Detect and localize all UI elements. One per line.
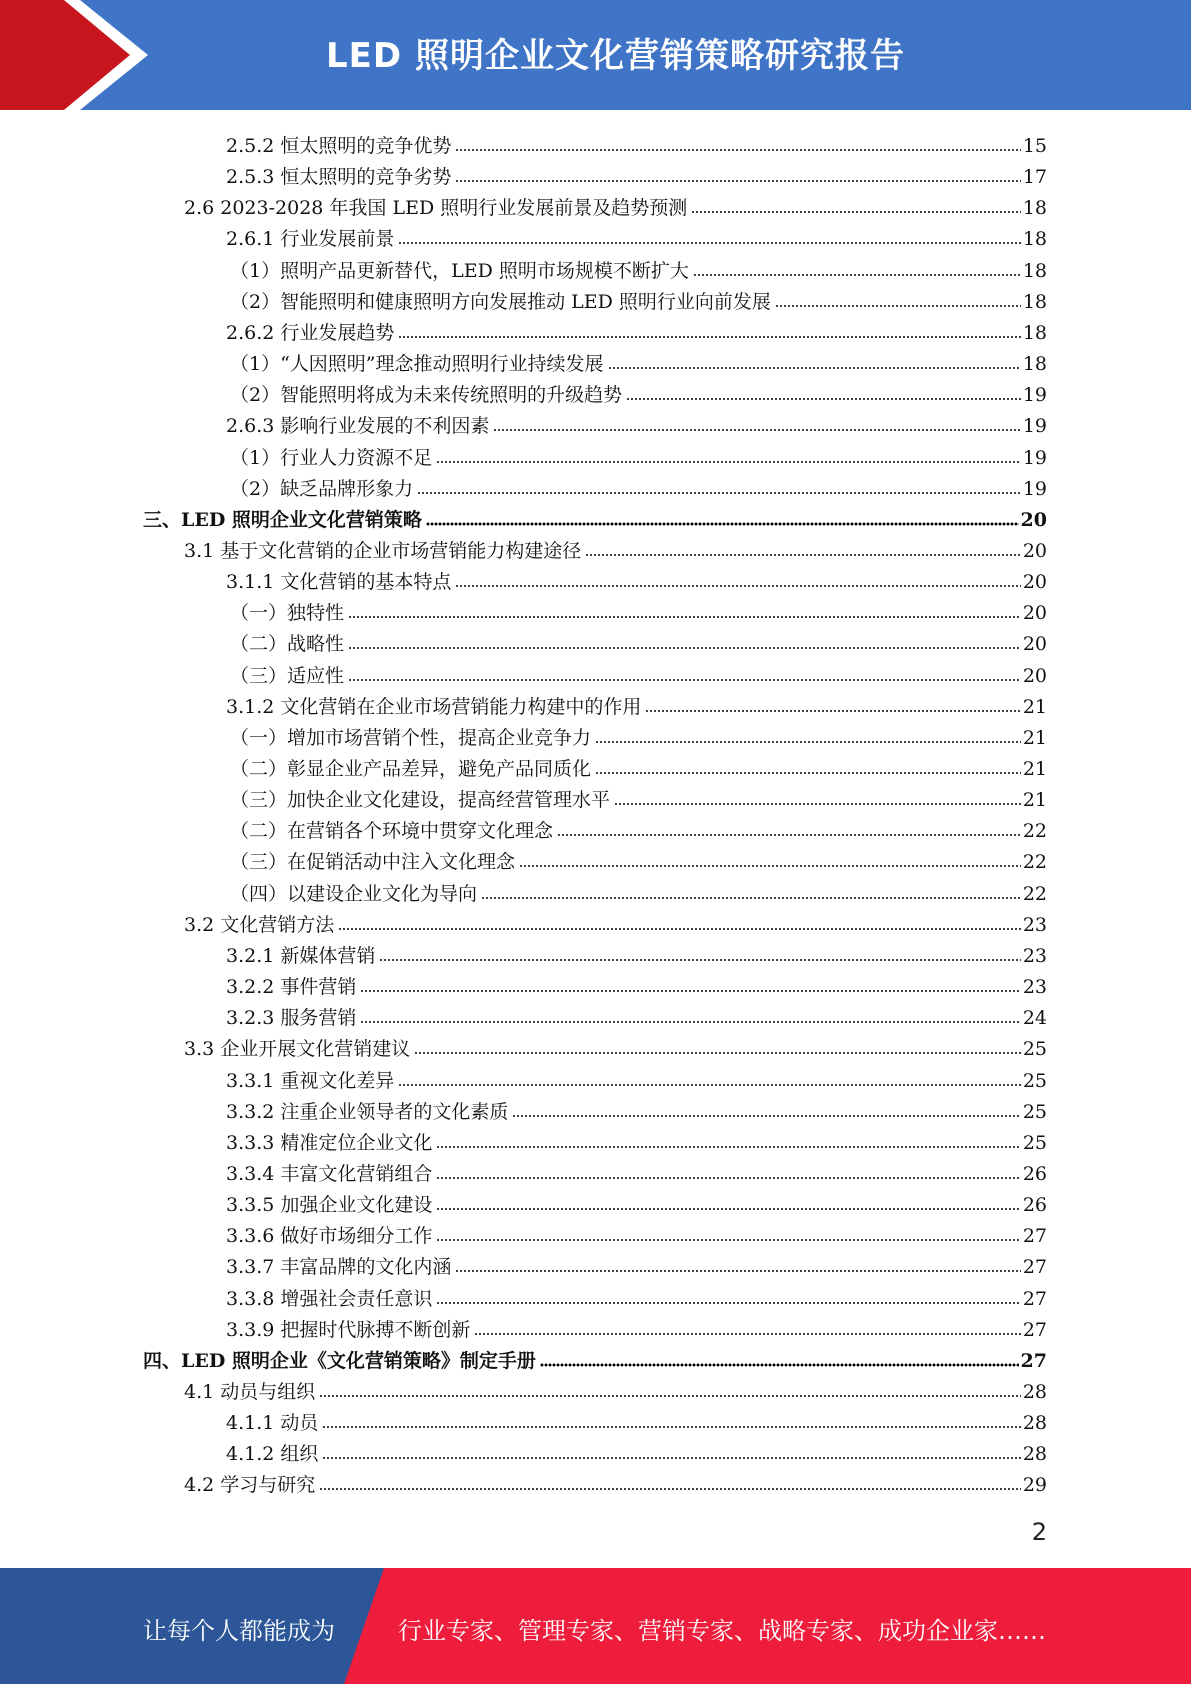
toc-dot-leader	[512, 1113, 1020, 1119]
toc-entry-label: 2.5.3 恒太照明的竞争劣势	[226, 166, 452, 189]
toc-dot-leader	[319, 1393, 1021, 1399]
toc-entry-label: 4.2 学习与研究	[184, 1474, 316, 1497]
toc-entry-label: 3.3.5 加强企业文化建设	[226, 1194, 433, 1217]
toc-entry[interactable]	[143, 1342, 1047, 1373]
toc-dot-leader	[360, 1019, 1020, 1025]
toc-entry-label: 2.6.3 影响行业发展的不利因素	[226, 415, 490, 438]
toc-entry-page: 18	[1022, 259, 1047, 282]
toc-entry[interactable]	[230, 470, 1047, 501]
toc-entry-label: 4.1.1 动员	[226, 1412, 319, 1435]
toc-entry-page: 20	[1022, 633, 1047, 656]
toc-entry-page: 22	[1022, 882, 1047, 905]
toc-entry-label: （一）独特性	[230, 602, 345, 625]
toc-entry-page: 18	[1022, 197, 1047, 220]
toc-entry-label: 2.6 2023-2028 年我国 LED 照明行业发展前景及趋势预测	[184, 197, 688, 220]
toc-entry-label: 3.1 基于文化营销的企业市场营销能力构建途径	[184, 539, 582, 562]
toc-entry-page: 20	[1020, 508, 1047, 531]
toc-entry-label: （1）“人因照明”理念推动照明行业持续发展	[230, 353, 604, 376]
toc-entry[interactable]	[184, 189, 1047, 220]
toc-dot-leader	[626, 396, 1021, 402]
toc-entry-page: 26	[1022, 1162, 1047, 1185]
toc-entry-page: 29	[1022, 1474, 1047, 1497]
toc-entry-label: （2）智能照明和健康照明方向发展推动 LED 照明行业向前发展	[230, 290, 771, 313]
toc-entry[interactable]	[226, 999, 1047, 1030]
toc-entry-page: 21	[1022, 726, 1047, 749]
toc-entry[interactable]	[230, 719, 1047, 750]
footer-slogan-right: 行业专家、管理专家、营销专家、战略专家、成功企业家……	[398, 1617, 1046, 1645]
toc-entry-label: （1）行业人力资源不足	[230, 446, 433, 469]
toc-entry-page: 28	[1022, 1443, 1047, 1466]
toc-dot-leader	[398, 1082, 1020, 1088]
toc-entry-page: 25	[1022, 1069, 1047, 1092]
toc-dot-leader	[645, 708, 1020, 714]
toc-dot-leader	[322, 1455, 1020, 1461]
toc-entry[interactable]	[226, 407, 1047, 438]
toc-dot-leader	[414, 1050, 1021, 1056]
toc-dot-leader	[348, 677, 1021, 683]
toc-entry[interactable]	[230, 594, 1047, 625]
toc-entry-label: 3.3.8 增强社会责任意识	[226, 1287, 433, 1310]
toc-entry-page: 27	[1022, 1256, 1047, 1279]
toc-entry-label: （一）增加市场营销个性，提高企业竞争力	[230, 726, 592, 749]
toc-dot-leader	[481, 895, 1021, 901]
toc-entry-page: 21	[1022, 789, 1047, 812]
toc-dot-leader	[398, 240, 1020, 246]
toc-entry-page: 23	[1022, 913, 1047, 936]
toc-entry[interactable]	[230, 781, 1047, 812]
toc-entry-page: 19	[1022, 446, 1047, 469]
toc-entry[interactable]	[184, 1030, 1047, 1061]
toc-entry[interactable]	[230, 812, 1047, 843]
page-header	[0, 0, 1191, 110]
toc-dot-leader	[691, 209, 1021, 215]
toc-dot-leader	[775, 303, 1021, 309]
toc-entry-page: 21	[1022, 758, 1047, 780]
toc-entry[interactable]	[226, 563, 1047, 594]
toc-entry-page: 23	[1022, 976, 1047, 999]
toc-dot-leader	[417, 490, 1021, 496]
toc-entry-label: 三、LED 照明企业文化营销策略	[143, 508, 422, 531]
toc-entry-label: （二）在营销各个环境中贯穿文化理念	[230, 820, 554, 843]
toc-dot-leader	[614, 801, 1021, 807]
toc-entry-label: 2.5.2 恒太照明的竞争优势	[226, 135, 452, 157]
toc-dot-leader	[455, 147, 1020, 153]
toc-entry-page: 25	[1022, 1100, 1047, 1123]
toc-entry-label: 四、LED 照明企业《文化营销策略》制定手册	[143, 1349, 536, 1372]
toc-entry[interactable]	[230, 843, 1047, 874]
toc-dot-leader	[319, 1486, 1021, 1492]
toc-entry-page: 15	[1022, 135, 1047, 157]
toc-entry-label: 3.3.6 做好市场细分工作	[226, 1225, 433, 1248]
toc-dot-leader	[595, 770, 1021, 776]
toc-entry[interactable]	[230, 625, 1047, 656]
toc-entry-page: 27	[1022, 1287, 1047, 1310]
toc-dot-leader	[436, 1206, 1020, 1212]
toc-entry-label: （三）适应性	[230, 664, 345, 687]
toc-dot-leader	[348, 614, 1021, 620]
toc-dot-leader	[455, 178, 1020, 184]
toc-dot-leader	[338, 926, 1021, 932]
toc-entry-label: （三）在促销活动中注入文化理念	[230, 851, 516, 874]
toc-entry[interactable]	[226, 1404, 1047, 1435]
toc-dot-leader	[436, 1237, 1020, 1243]
toc-entry-page: 17	[1022, 166, 1047, 189]
toc-entry[interactable]	[226, 1124, 1047, 1155]
toc-entry-page: 25	[1022, 1038, 1047, 1061]
toc-entry-label: 3.3.3 精准定位企业文化	[226, 1131, 433, 1154]
toc-entry-page: 27	[1020, 1349, 1047, 1372]
toc-entry-label: 2.6.2 行业发展趋势	[226, 321, 395, 344]
toc-dot-leader	[348, 645, 1021, 651]
toc-entry-label: 3.2.3 服务营销	[226, 1007, 357, 1030]
toc-dot-leader	[455, 1268, 1020, 1274]
toc-entry-label: （2）缺乏品牌形象力	[230, 477, 414, 500]
toc-entry-page: 21	[1022, 695, 1047, 718]
toc-dot-leader	[398, 334, 1020, 340]
toc-entry[interactable]	[226, 158, 1047, 189]
toc-entry-page: 19	[1022, 384, 1047, 407]
toc-entry[interactable]	[226, 1248, 1047, 1279]
toc-entry[interactable]	[226, 314, 1047, 345]
toc-entry[interactable]	[226, 1155, 1047, 1186]
document-title: LED 照明企业文化营销策略研究报告	[326, 36, 905, 76]
toc-entry[interactable]	[184, 532, 1047, 563]
page-footer	[0, 1568, 1191, 1684]
toc-entry-label: 3.2.2 事件营销	[226, 976, 357, 999]
toc-dot-leader	[519, 863, 1021, 869]
toc-dot-leader	[436, 1300, 1020, 1306]
toc-entry-page: 27	[1022, 1225, 1047, 1248]
toc-dot-leader	[595, 739, 1021, 745]
toc-entry-label: 3.2.1 新媒体营销	[226, 944, 376, 967]
toc-entry-label: 2.6.1 行业发展前景	[226, 228, 395, 251]
toc-entry-label: （三）加快企业文化建设，提高经营管理水平	[230, 789, 611, 812]
toc-dot-leader	[493, 427, 1020, 433]
toc-entry-page: 22	[1022, 820, 1047, 843]
toc-entry-page: 18	[1022, 353, 1047, 376]
toc-entry[interactable]	[230, 345, 1047, 376]
toc-entry[interactable]	[230, 283, 1047, 314]
toc-entry[interactable]	[184, 906, 1047, 937]
toc-entry-page: 24	[1022, 1007, 1047, 1030]
toc-entry[interactable]	[226, 1217, 1047, 1248]
toc-entry-page: 20	[1022, 664, 1047, 687]
toc-entry-page: 25	[1022, 1131, 1047, 1154]
toc-entry-page: 20	[1022, 539, 1047, 562]
toc-entry[interactable]	[226, 1062, 1047, 1093]
toc-entry-page: 20	[1022, 571, 1047, 594]
toc-entry-page: 27	[1022, 1318, 1047, 1341]
toc-entry-page: 26	[1022, 1194, 1047, 1217]
toc-entry[interactable]	[184, 1373, 1047, 1404]
toc-dot-leader	[426, 521, 1019, 527]
toc-entry-label: （二）战略性	[230, 633, 345, 656]
toc-entry-page: 18	[1022, 228, 1047, 251]
toc-entry-label: 3.1.1 文化营销的基本特点	[226, 571, 452, 594]
toc-entry[interactable]	[143, 501, 1047, 532]
toc-entry[interactable]	[230, 376, 1047, 407]
toc-entry-page: 28	[1022, 1381, 1047, 1403]
toc-entry[interactable]	[226, 1435, 1047, 1466]
toc-dot-leader	[585, 552, 1021, 558]
toc-entry[interactable]	[226, 688, 1047, 719]
toc-dot-leader	[693, 272, 1021, 278]
footer-slogan-left: 让每个人都能成为	[143, 1617, 335, 1645]
toc-entry-label: 3.3.7 丰富品牌的文化内涵	[226, 1256, 452, 1279]
toc-dot-leader	[436, 1144, 1020, 1150]
toc-dot-leader	[455, 583, 1020, 589]
toc-dot-leader	[322, 1424, 1020, 1430]
toc-entry-label: 4.1 动员与组织	[184, 1381, 316, 1403]
toc-entry-label: 3.1.2 文化营销在企业市场营销能力构建中的作用	[226, 695, 642, 718]
toc-entry-label: （1）照明产品更新替代，LED 照明市场规模不断扩大	[230, 259, 689, 282]
toc-dot-leader	[557, 832, 1021, 838]
toc-entry[interactable]	[226, 1311, 1047, 1342]
toc-entry-label: 3.3 企业开展文化营销建议	[184, 1038, 411, 1061]
toc-entry-label: 3.3.4 丰富文化营销组合	[226, 1162, 433, 1185]
toc-entry[interactable]	[230, 439, 1047, 470]
toc-entry-label: 3.3.2 注重企业领导者的文化素质	[226, 1100, 509, 1123]
page-number: 2	[1031, 1518, 1047, 1546]
toc-dot-leader	[436, 459, 1021, 465]
toc-entry-page: 22	[1022, 851, 1047, 874]
toc-entry[interactable]	[184, 1466, 1047, 1497]
toc-entry[interactable]	[230, 875, 1047, 906]
toc-entry[interactable]	[226, 937, 1047, 968]
toc-entry-page: 19	[1022, 477, 1047, 500]
toc-entry-label: 4.1.2 组织	[226, 1443, 319, 1466]
toc-entry[interactable]	[226, 1093, 1047, 1124]
toc-entry-page: 18	[1022, 290, 1047, 313]
toc-entry-label: （四）以建设企业文化为导向	[230, 882, 478, 905]
toc-dot-leader	[474, 1331, 1020, 1337]
toc-entry[interactable]	[226, 968, 1047, 999]
toc-entry-label: 3.3.9 把握时代脉搏不断创新	[226, 1318, 471, 1341]
toc-entry[interactable]	[226, 1280, 1047, 1311]
toc-entry[interactable]	[230, 750, 1047, 781]
toc-entry-page: 20	[1022, 602, 1047, 625]
toc-dot-leader	[436, 1175, 1020, 1181]
toc-entry-label: （2）智能照明将成为未来传统照明的升级趋势	[230, 384, 623, 407]
toc-entry-page: 18	[1022, 321, 1047, 344]
toc-entry[interactable]	[226, 127, 1047, 158]
toc-entry-page: 19	[1022, 415, 1047, 438]
toc-entry-label: 3.3.1 重视文化差异	[226, 1069, 395, 1092]
toc-entry-label: 3.2 文化营销方法	[184, 913, 335, 936]
toc-entry-page: 28	[1022, 1412, 1047, 1435]
toc-dot-leader	[360, 988, 1020, 994]
toc-entry[interactable]	[230, 252, 1047, 283]
toc-entry-page: 23	[1022, 944, 1047, 967]
toc-dot-leader	[540, 1362, 1019, 1368]
toc-entry[interactable]	[226, 220, 1047, 251]
toc-entry-label: （二）彰显企业产品差异，避免产品同质化	[230, 758, 592, 780]
toc-entry[interactable]	[230, 657, 1047, 688]
toc-dot-leader	[608, 365, 1021, 371]
toc-entry[interactable]	[226, 1186, 1047, 1217]
toc-dot-leader	[379, 957, 1020, 963]
